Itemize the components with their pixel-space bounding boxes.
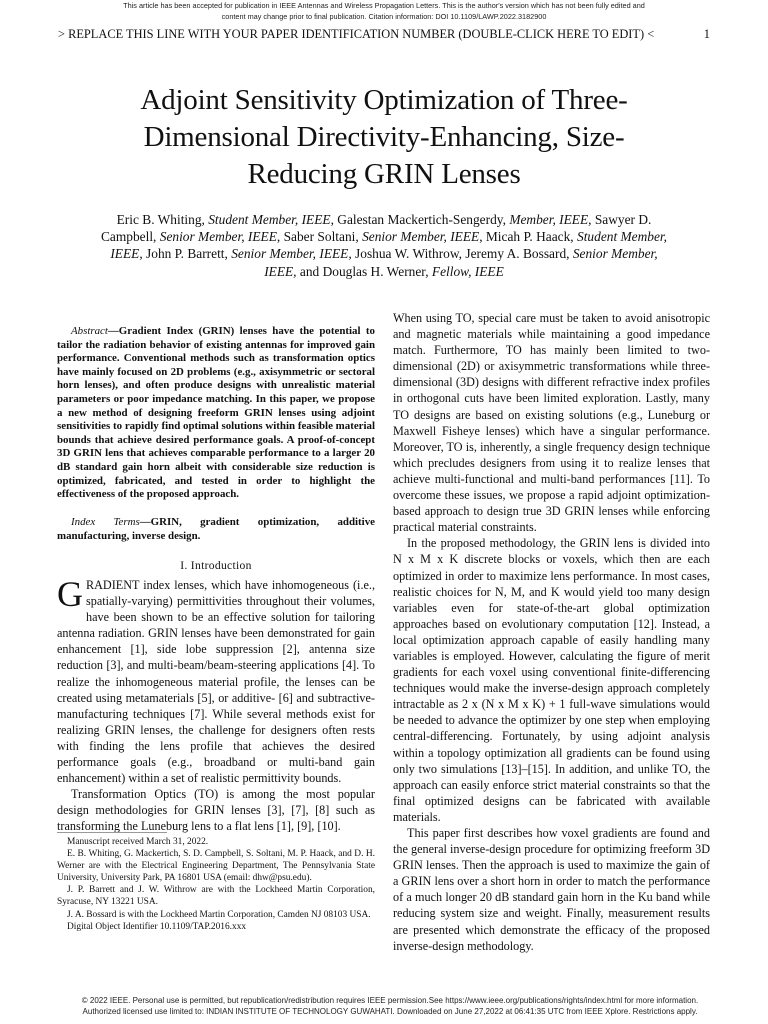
author-membership: Senior Member, IEEE [159,229,277,245]
abstract [57,325,375,502]
paragraph-text: RADIENT index lenses, which have inhomogeneous (i.e., spatially-varying) permittivities throughout their volumes, have been shown to be an effective solution for tailoring antenna radiation. GRIN lenses have been demonstrated for gain enhancement [1], side lobe suppression [2], antenna size reduction [3], and multi-beam/beam-steering applications [4]. To realize the inhomogeneous material profile, the lenses can be created using metamaterials [5], or additive- [6] and subtractive-manufacturing techniques [7]. While several methods exist for realizing GRIN lenses, the challenge for designers often rests with finding the lens profile that achieves the desired performance goals (e.g., broadband or multi-band gain enhancement) within a set of realistic permittivity bounds. [57,578,375,786]
author-list [96,211,672,280]
paragraph: When using TO, special care must be taken to avoid anisotropic and magnetic materials while maintaining a good impedance match. Furthermore, TO has mainly been limited to two-dimensional (2D) or axisymmetric transformations while three-dimensional (3D) designs with different refractive index profiles in orthogonal cuts have been limited exploration. Lastly, many TO designs are based on existing solutions (e.g., Luneburg or Maxwell Fisheye lenses) which have a singular performance. Moreover, TO is, inherently, a single frequency design technique which precludes designers from using it to realize lenses that achieve multi-functional and multi-band performances [11]. To overcome these issues, we propose a rapid adjoint optimization-based approach to design true 3D GRIN lenses while enforcing practical material constraints. [393,311,710,535]
footnote-affiliation: E. B. Whiting, G. Mackertich, S. D. Campbell, S. Soltani, M. P. Haack, and D. H. Werner are with the Electrical Engineering Department, The Pennsylvania State University, University Park, PA 16801 USA (email: dhw@psu.edu). [57,849,375,884]
paragraph: Transformation Optics (TO) is among the most popular design methodologies for GRIN lenses [3], [7], [8] such as transforming the Luneburg lens to a flat lens [1], [9], [10]. [57,787,375,834]
paragraph: This paper first describes how voxel gradients are found and the general inverse-design procedure for optimizing freeform 3D GRIN lenses. Then the approach is used to maximize the gain of a GRIN lens over a short horn in order to match the performance of a much longer 20 dB standard gain horn in the Ku band while reducing system size and weight. Finally, measurement results are presented which demonstrate the efficacy of the proposed inverse-design methodology. [393,826,710,953]
footnote-doi: Digital Object Identifier 10.1109/TAP.2016.xxx [67,921,247,932]
right-column-text [393,310,710,954]
footnotes [57,836,375,933]
abstract-text: —Gradient Index (GRIN) lenses have the potential to tailor the radiation behavior of existing antennas for improved gain performance. Conventional methods such as transformation optics have mainly focused on 2D problems (e.g., axisymmetric or sectoral horn lenses), and often produce designs with unrealistic material parameters or poor impedance matching. In this paper, we propose a new method of designing freeform GRIN lenses using adjoint sensitivities to rapidly find optimal solutions within feasible material bounds that achieve desired performance goals. A proof-of-concept 3D GRIN lens that achieves comparable performance to a larger 20 dB standard gain horn albeit with considerable size reduction is optimized, fabricated, and tested in order to highlight the effectiveness of the proposed approach. [57,325,375,501]
author-membership: Student Member, IEEE [208,212,331,227]
author-name: Eric B. Whiting, [116,212,209,227]
footnote-received: Manuscript received March 31, 2022. [67,837,209,847]
footnote-affiliation: J. P. Barrett and J. W. Withrow are with the Lockheed Martin Corporation, Syracuse, NY 13221 USA. [57,885,375,908]
running-head-text: > REPLACE THIS LINE WITH YOUR PAPER IDENTIFICATION NUMBER (DOUBLE-CLICK HERE TO EDIT) < [58,27,655,41]
acceptance-note-line-2: content may change prior to final publication. Citation information: DOI 10.1109/LAWP.2022.3182900 [221,12,547,21]
footnote-divider [57,832,167,833]
author-name: , Sawyer D. Campbell, [100,212,652,245]
author-membership: Senior Member, IEEE, [231,246,352,262]
paragraph: In the proposed methodology, the GRIN lens is divided into N x M x K discrete blocks or voxels, which then are each optimized in order to maximize lens performance. In most cases, realistic choices for N, M, and K would yield too many design variables even for state-of-the-art global optimization approaches based on evolutionary computation [12]. Instead, a local optimization approach capable of easily handling many variables is employed. However, calculating the figure of merit gradients for each voxel using conventional finite-differencing techniques would make the inverse-design approach completely intractable as 2 x (N x M x K) + 1 full-wave simulations would be needed to advance the optimizer by one step when employing central-differencing. Fortunately, by using adjoint analysis within a topology optimization all gradients can be found using only two simulations [13]–[15]. In addition, and unlike TO, the approach can easily enforce strict material constraints so that the final optimized designs can be fabricated with available materials. [393,536,710,824]
author-name: and Douglas H. Werner, [296,263,432,279]
author-membership: Member, IEEE [509,212,589,227]
author-name: , John P. Barrett, [139,246,232,262]
acceptance-note-line-1: This article has been accepted for publication in IEEE Antennas and Wireless Propagation Letters. This is the author's version which has not been fully edited and [123,1,645,10]
author-name: , Micah P. Haack, [479,229,578,245]
paragraph [57,574,375,786]
paper-title [84,82,684,193]
introduction-text [57,574,375,835]
author-membership: Senior Member, IEEE, [264,246,658,279]
license-footer [40,995,740,1017]
index-terms [57,516,375,543]
author-membership: Senior Member, IEEE [362,229,480,245]
title-line-1: Adjoint Sensitivity Optimization of Three- [140,84,628,116]
author-name: , Saber Soltani, [276,229,363,245]
index-terms-label: Index Terms [71,516,140,528]
section-heading: I. Introduction [180,559,252,572]
title-line-3: Reducing GRIN Lenses [247,158,521,190]
author-name: Joshua W. Withrow, Jeremy A. Bossard, [351,246,573,262]
author-membership: Student Member, IEEE [110,229,668,262]
index-terms-text: —GRIN, gradient optimization, additive manufacturing, inverse design. [57,516,375,542]
footnote-affiliation: J. A. Bossard is with the Lockheed Martin Corporation, Camden NJ 08103 USA. [67,909,371,920]
acceptance-note [60,0,708,22]
running-head [58,27,710,42]
author-membership: Fellow, IEEE [431,263,504,279]
license-line: Authorized licensed use limited to: INDIAN INSTITUTE OF TECHNOLOGY GUWAHATI. Downloaded on June 27,2022 at 06:41:35 UTC from IEEE Xplore. Restrictions apply. [82,1007,698,1016]
copyright-line: © 2022 IEEE. Personal use is permitted, but republication/redistribution requires IEEE permission.See https://www.ieee.org/publications/rights/index.html for more information. [81,996,699,1005]
author-name: , Galestan Mackertich-Sengerdy, [330,212,510,227]
page-number: 1 [703,27,710,41]
abstract-label: Abstract [71,325,108,337]
title-line-2: Dimensional Directivity-Enhancing, Size- [143,121,625,153]
drop-cap: G [57,574,83,614]
